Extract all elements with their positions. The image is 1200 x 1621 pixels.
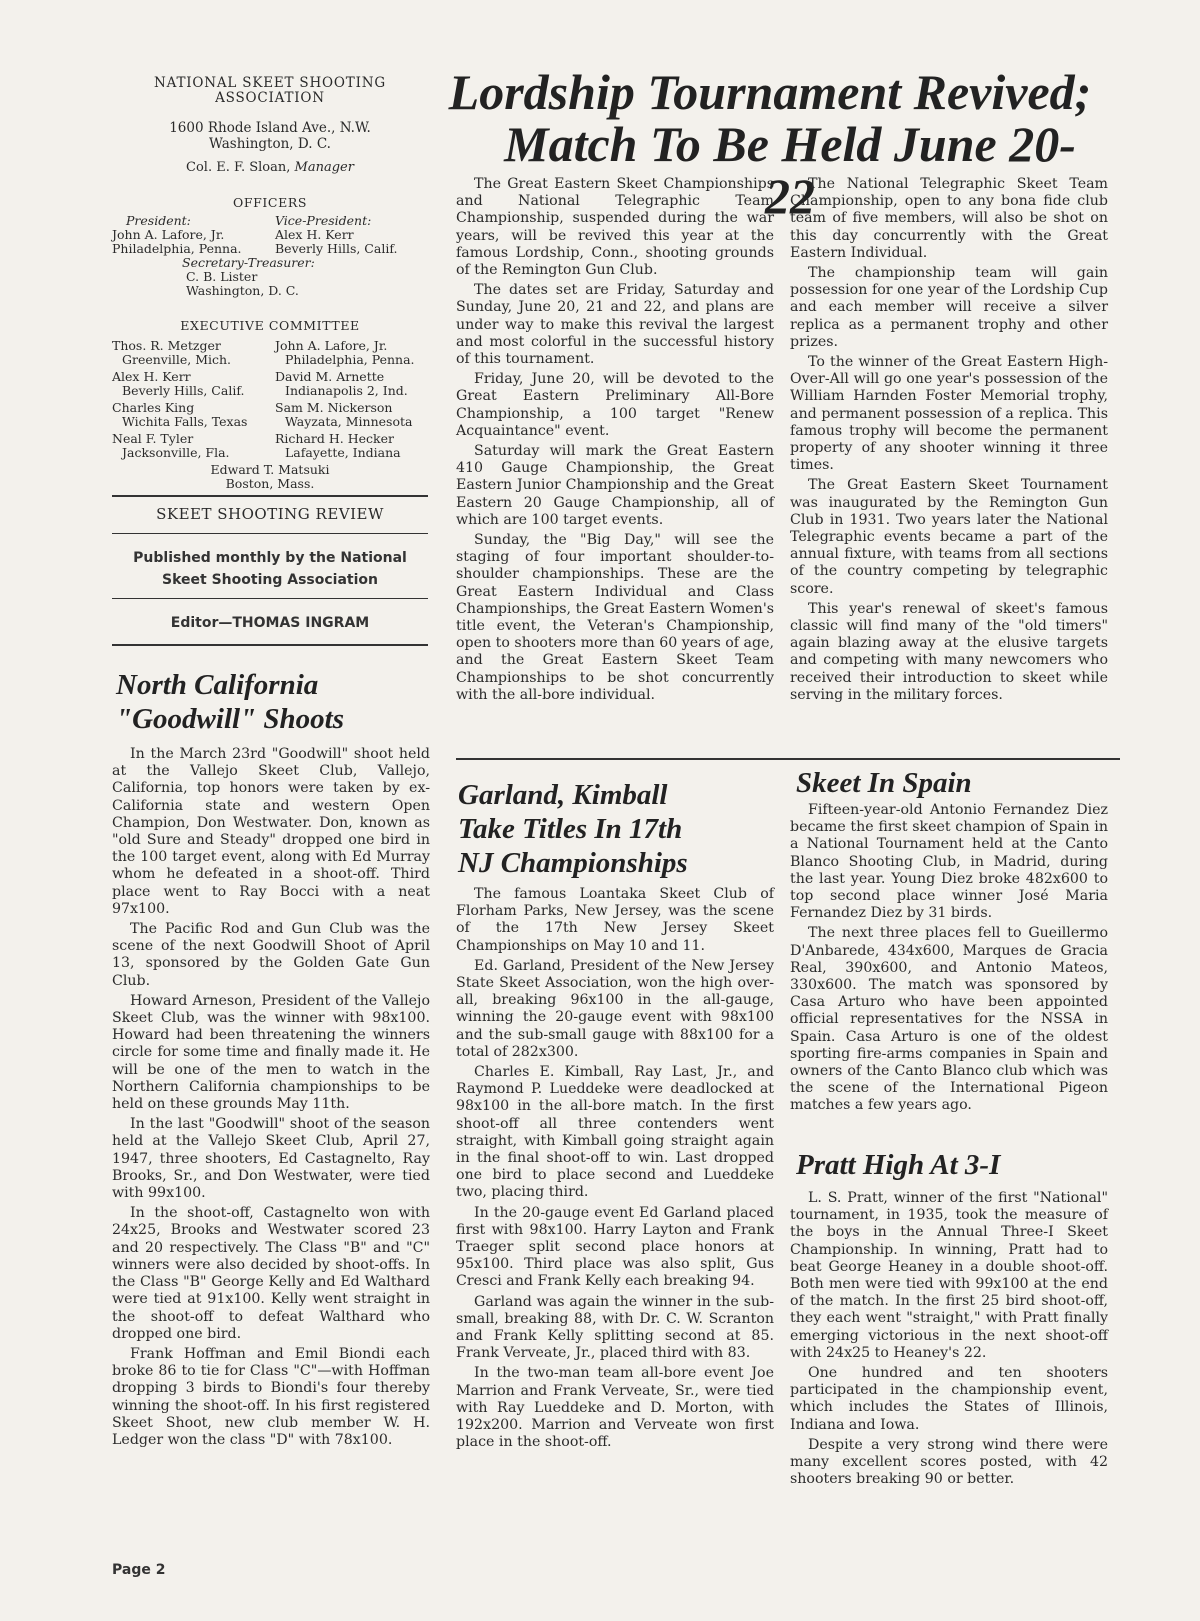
- pratt-headline: Pratt High At 3-I: [796, 1149, 1001, 1181]
- manager-line: Col. E. F. Sloan, Manager: [186, 160, 354, 175]
- lordship-para: The Great Eastern Skeet Tournament was inaugurated by the Remington Gun Club in 1931. Two years later the National Telegraphic events became a part of the annual fixture, with teams from all sections of the country competing by telegraphic score.: [790, 477, 1108, 597]
- officers-block: [112, 214, 428, 256]
- lordship-para: This year's renewal of skeet's famous classic will find many of the "old timers" again blazing away at the elusive targets and competing with many newcomers who received their introduction to skeet while serving in the military forces.: [790, 600, 1108, 703]
- exec-member: Charles King Wichita Falls, Texas: [112, 400, 248, 429]
- lordship-para: Friday, June 20, will be devoted to the Great Eastern Preliminary All-Bore Championship, a 100 target "Renew Acquaintance" event.: [456, 371, 774, 439]
- garland-para: Garland was again the winner in the sub-small, breaking 88, with Dr. C. W. Scranton and Frank Kelly splitting second at 85. Frank Verveate, Jr., placed third with 83.: [456, 1293, 774, 1362]
- editor-line: Editor—THOMAS INGRAM: [170, 615, 370, 631]
- officers-heading: OFFICERS: [233, 195, 307, 210]
- address: 1600 Rhode Island Ave., N.W. Washington, D. C.: [169, 120, 371, 152]
- exec-member: Thos. R. Metzger Greenville, Mich.: [112, 338, 232, 367]
- northcal-para: The Pacific Rod and Gun Club was the scene of the next Goodwill Shoot of April 13, sponsored by the Golden Gate Gun Club.: [112, 921, 430, 989]
- spain-headline: Skeet In Spain: [796, 767, 972, 799]
- northcal-para: In the shoot-off, Castagnelto won with 24x25, Brooks and Westwater scored 23 and 20 respectively. The Class "B" and "C" winners were also decided by shoot-offs. In the Class "B" George Kelly and Ed Walthard were tied at 91x100. Kelly went straight in the shoot-off to defeat Walthard who dropped one bird.: [112, 1205, 430, 1342]
- masthead: [112, 76, 428, 491]
- exec-member: Alex H. Kerr Beverly Hills, Calif.: [112, 369, 245, 398]
- garland-headline: Garland, Kimball Take Titles In 17th NJ Championships: [458, 779, 688, 879]
- divider: [112, 644, 428, 646]
- garland-para: Ed. Garland, President of the New Jersey State Skeet Association, won the high over-all, breaking 96x100 in the all-gauge, winning the 20-gauge event with 98x100 and the sub-small gauge with 88x100 for a total of 282x300.: [456, 957, 774, 1060]
- garland-para: The famous Loantaka Skeet Club of Florham Parks, New Jersey, was the scene of the 17th New Jersey Skeet Championships on May 10 and 11.: [456, 886, 774, 954]
- section-divider: [456, 758, 1120, 760]
- spain-body: [790, 802, 1108, 1115]
- exec-member: Neal F. Tyler Jacksonville, Fla.: [112, 431, 230, 460]
- exec-member: Richard H. Hecker Lafayette, Indiana: [275, 431, 401, 460]
- vice-president: Vice-President: Alex H. Kerr Beverly Hills, Calif.: [275, 213, 398, 256]
- pratt-para: L. S. Pratt, winner of the first "National" tournament, in 1935, took the measure of the boys in the Annual Three-I Skeet Championship. In winning, Pratt had to beat George Heaney in a double shoot-off. Both men were tied with 99x100 at the end of the match. In the first 25 bird shoot-off, they each went "straight," with Pratt finally emerging victorious in the next shoot-off with 24x25 to Heaney's 22.: [790, 1190, 1108, 1361]
- pratt-para: Despite a very strong wind there were many excellent scores posted, with 42 shooters breaking 90 or better.: [790, 1436, 1108, 1488]
- exec-member: Sam M. Nickerson Wayzata, Minnesota: [275, 400, 413, 429]
- exec-member: John A. Lafore, Jr. Philadelphia, Penna.: [275, 338, 415, 367]
- secretary-treasurer: Secretary-Treasurer: C. B. Lister Washington, D. C.: [182, 255, 315, 298]
- garland-para: In the two-man team all-bore event Joe Marrion and Frank Verveate, Sr., were tied with Ray Lueddeke and D. Morton, with 192x200. Marrion and Verveate won first place in the shoot-off.: [456, 1365, 774, 1451]
- lordship-para: The Great Eastern Skeet Championships and National Telegraphic Team Championship, suspended during the war years, will be revived this year at the famous Lordship, Conn., shooting grounds of the Remington Gun Club.: [456, 176, 774, 279]
- exec-heading: EXECUTIVE COMMITTEE: [180, 318, 360, 333]
- spain-para: Fifteen-year-old Antonio Fernandez Diez became the first skeet champion of Spain in a National Tournament held at the Canto Blanco Shooting Club, in Madrid, during the last year. Young Diez broke 482x600 to top second place winner José Maria Fernandez Diez by 31 birds.: [790, 802, 1108, 922]
- garland-para: In the 20-gauge event Ed Garland placed first with 98x100. Harry Layton and Frank Traeger split second place honors at 95x100. Third place was also split, Gus Cresci and Frank Kelly each breaking 94.: [456, 1204, 774, 1290]
- northcal-para: In the last "Goodwill" shoot of the season held at the Vallejo Skeet Club, April 27, 1947, three shooters, Ed Castagnelto, Ray Brooks, Sr., and Don Westwater, were tied with 99x100.: [112, 1116, 430, 1202]
- spain-para: The next three places fell to Gueillermo D'Anbarede, 434x600, Marques de Gracia Real, 390x600, and Antonio Mateos, 330x600. The match was sponsored by Casa Arturo who have been appointed official representatives for the NSSA in Spain. Casa Arturo is one of the oldest sporting fire-arms companies in Spain and owners of the Canto Blanco club which was the scene of the International Pigeon matches a few years ago.: [790, 925, 1108, 1114]
- garland-para: Charles E. Kimball, Ray Last, Jr., and Raymond P. Lueddeke were deadlocked at 98x100 in the all-bore match. In the first shoot-off all three contenders went straight, with Kimball going straight again in the final shoot-off to win. Last dropped one bird to place second and Lueddeke two, placing third.: [456, 1064, 774, 1201]
- lordship-headline: Lordship Tournament Revived; Match To Be Held June 20-22: [448, 64, 1092, 224]
- divider: [112, 533, 428, 534]
- divider: [112, 495, 428, 497]
- lordship-col-2: [790, 176, 1108, 704]
- president: President: John A. Lafore, Jr. Philadelphia, Penna.: [112, 213, 242, 256]
- lordship-para: Saturday will mark the Great Eastern 410 Gauge Championship, the Great Eastern Junior Championship and the Great Eastern 20 Gauge Championship, all of which are 100 target events.: [456, 443, 774, 528]
- exec-committee: [112, 339, 428, 460]
- garland-body: [456, 886, 774, 1452]
- lordship-para: The dates set are Friday, Saturday and Sunday, June 20, 21 and 22, and plans are under way to make this revival the largest and most colorful in the successful history of this tournament.: [456, 282, 774, 368]
- org-name: NATIONAL SKEET SHOOTING ASSOCIATION: [154, 75, 386, 106]
- lordship-para: To the winner of the Great Eastern High-Over-All will go one year's possession of the William Harnden Foster Memorial trophy, and permanent possession of a replica. This famous trophy will become the permanent property of any shooter winning it three times.: [790, 354, 1108, 474]
- lordship-para: The championship team will gain possession for one year of the Lordship Cup and each member will receive a silver replica as a permanent trophy and other prizes.: [790, 265, 1108, 350]
- pratt-para: One hundred and ten shooters participated in the championship event, which includes the States of Illinois, Indiana and Iowa.: [790, 1365, 1108, 1433]
- magazine-name: SKEET SHOOTING REVIEW: [156, 505, 384, 523]
- northcal-body: [112, 746, 430, 1449]
- northcal-para: In the March 23rd "Goodwill" shoot held at the Vallejo Skeet Club, Vallejo, California, top honors were taken by ex-California state and western Open Champion, Don Westwater. Don, known as "old Sure and Steady" dropped one bird in the 100 target event, along with Ed Murray whom he defeated in a shoot-off. Third place went to Ray Bocci with a neat 97x100.: [112, 746, 430, 917]
- northcal-para: Howard Arneson, President of the Vallejo Skeet Club, was the winner with 98x100. Howard had been threatening the winners circle for some time and finally made it. He will be one of the men to watch in the Northern California championships to be held on these grounds May 11th.: [112, 992, 430, 1113]
- pratt-body: [790, 1190, 1108, 1488]
- divider: [112, 598, 428, 599]
- northcal-para: Frank Hoffman and Emil Biondi each broke 86 to tie for Class "C"—with Hoffman dropping 3 birds to Biondi's four thereby winning the shoot-off. In his first registered Skeet Shoot, new club member W. H. Ledger won the class "D" with 78x100.: [112, 1345, 430, 1448]
- page-number: Page 2: [112, 1562, 166, 1578]
- exec-member-last: Edward T. Matsuki Boston, Mass.: [210, 462, 330, 491]
- northcal-headline: North California "Goodwill" Shoots: [116, 669, 345, 735]
- lordship-para: The National Telegraphic Skeet Team Championship, open to any bona fide club team of five members, will also be shot on this day concurrently with the Great Eastern Individual.: [790, 176, 1108, 261]
- published-note: Published monthly by the National Skeet Shooting Association: [133, 550, 407, 588]
- exec-member: David M. Arnette Indianapolis 2, Ind.: [275, 369, 408, 398]
- lordship-para: Sunday, the "Big Day," will see the staging of four important shoulder-to-shoulder championships. These are the Great Eastern Individual and Class Championships, the Great Eastern Women's title event, the Veteran's Championship, open to shooters more than 60 years of age, and the Great Eastern Skeet Team Championships to be shot concurrently with the all-bore individual.: [456, 532, 774, 703]
- lordship-col-1: [456, 176, 774, 704]
